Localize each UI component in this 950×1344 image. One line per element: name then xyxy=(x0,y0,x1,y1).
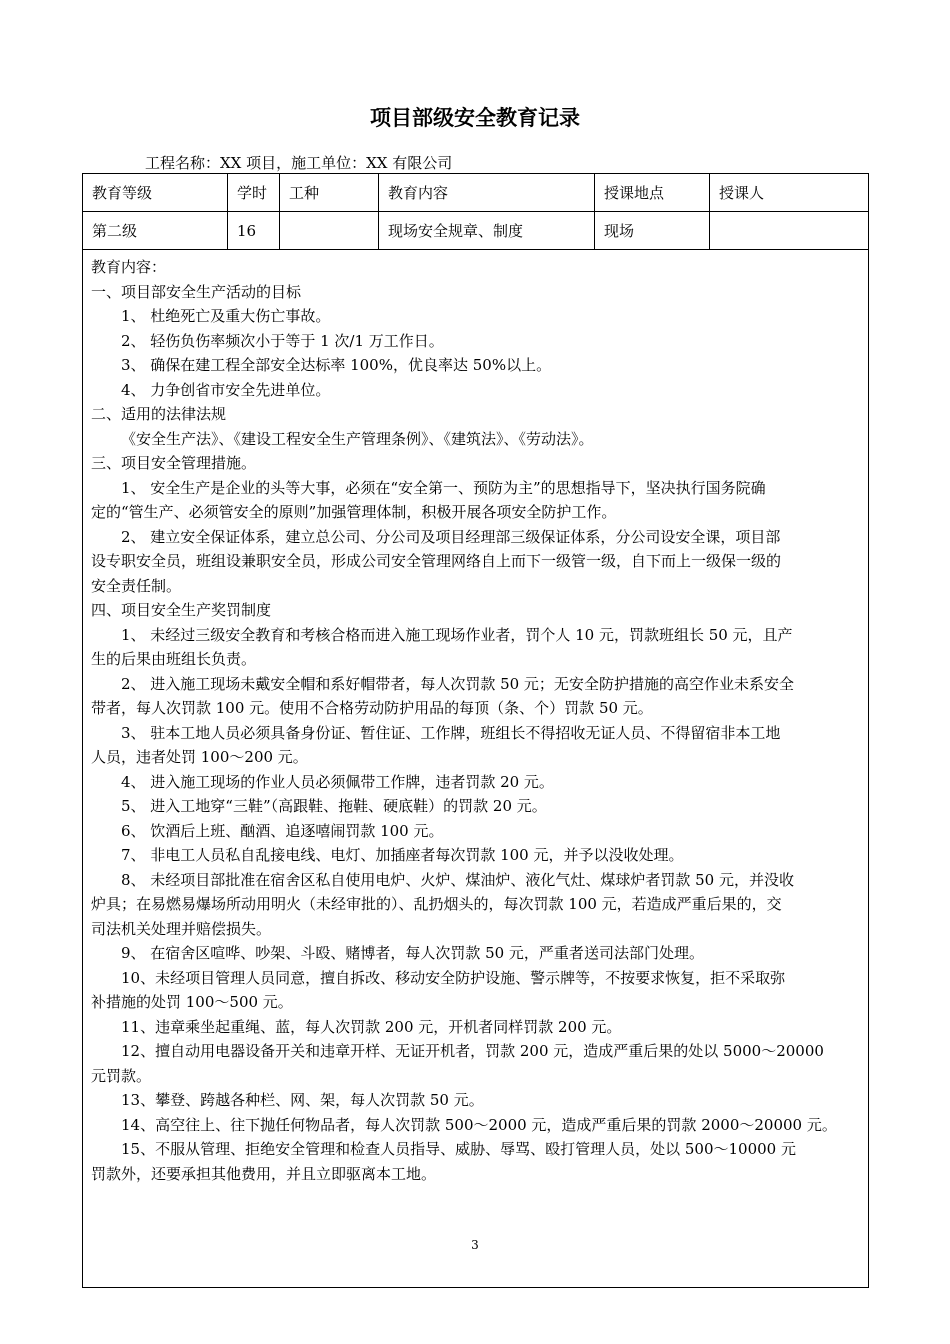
content-line: 11、违章乘坐起重绳、蓝，每人次罚款 200 元，开机者同样罚款 200 元。 xyxy=(121,1017,622,1036)
document-title: 项目部级安全教育记录 xyxy=(370,106,580,130)
header-row xyxy=(83,174,869,212)
content-line: 一、项目部安全生产活动的目标 xyxy=(91,282,302,301)
content-line: 5、 进入工地穿“三鞋”（高跟鞋、拖鞋、硬底鞋）的罚款 20 元。 xyxy=(121,797,547,815)
content-line: 元罚款。 xyxy=(91,1066,152,1085)
content-line: 二、适用的法律法规 xyxy=(91,405,227,423)
content-line: 3、 确保在建工程全部安全达标率 100%，优良率达 50%以上。 xyxy=(121,356,552,374)
content-row xyxy=(83,250,869,1288)
content-line: 罚款外，还要承担其他费用，并且立即驱离本工地。 xyxy=(91,1164,437,1183)
content-line: 2、 建立安全保证体系，建立总公司、分公司及项目经理部三级保证体系，分公司设安全课，项目部 xyxy=(121,527,781,546)
cell-location: 现场 xyxy=(595,212,710,250)
header-cell-trade: 工种 xyxy=(280,174,379,212)
cell-trade xyxy=(280,212,379,250)
data-row xyxy=(83,212,869,250)
content-line: 10、未经项目管理人员同意，擅自拆改、移动安全防护设施、警示牌等，不按要求恢复，拒不采取弥 xyxy=(121,968,786,987)
content-line: 设专职安全员，班组设兼职安全员，形成公司安全管理网络自上而下一级管一级，自下而上一级保一级的 xyxy=(91,552,782,570)
header-cell-content: 教育内容 xyxy=(379,174,595,212)
content-line: 1、 安全生产是企业的头等大事，必须在“安全第一、预防为主”的思想指导下，坚决执行国务院确 xyxy=(121,478,766,497)
cell-level: 第二级 xyxy=(83,212,228,250)
cell-hours: 16 xyxy=(228,212,280,250)
content-line: 1、 杜绝死亡及重大伤亡事故。 xyxy=(121,307,331,325)
content-cell xyxy=(83,250,869,1288)
content-line: 补措施的处罚 100～500 元。 xyxy=(91,993,293,1011)
content-line: 4、 进入施工现场的作业人员必须佩带工作牌，违者罚款 20 元。 xyxy=(121,772,554,791)
cell-content: 现场安全规章、制度 xyxy=(379,212,595,250)
content-line: 1、 未经过三级安全教育和考核合格而进入施工现场作业者，罚个人 10 元，罚款班组长 50 元，且产 xyxy=(121,625,793,644)
cell-instructor xyxy=(710,212,869,250)
content-line: 人员，违者处罚 100～200 元。 xyxy=(91,748,308,766)
content-line: 12、擅自动用电器设备开关和违章开样、无证开机者，罚款 200 元，造成严重后果的处以 5000～20000 xyxy=(121,1042,824,1060)
content-line: 8、 未经项目部批准在宿舍区私自使用电炉、火炉、煤油炉、液化气灶、煤球炉者罚款 50 元，并没收 xyxy=(121,870,794,889)
content-line: 四、项目安全生产奖罚制度 xyxy=(91,601,272,619)
content-line: 9、 在宿舍区喧哗、吵架、斗殴、赌博者，每人次罚款 50 元，严重者送司法部门处理。 xyxy=(121,944,704,962)
header-cell-level: 教育等级 xyxy=(83,174,228,212)
education-record-table xyxy=(82,173,869,1288)
content-line: 教育内容： xyxy=(91,258,167,276)
content-line: 7、 非电工人员私自乱接电线、电灯、加插座者每次罚款 100 元，并予以没收处理。 xyxy=(121,846,684,864)
content-line: 司法机关处理并赔偿损失。 xyxy=(91,919,272,938)
content-line: 定的“管生产、必须管安全的原则”加强管理体制，积极开展各项安全防护工作。 xyxy=(91,503,617,521)
content-line: 生的后果由班组长负责。 xyxy=(91,650,257,668)
content-line: 6、 饮酒后上班、酗酒、追逐嘻闹罚款 100 元。 xyxy=(121,821,444,840)
project-info: 工程名称：XX 项目，施工单位：XX 有限公司 xyxy=(145,154,453,172)
header-cell-location: 授课地点 xyxy=(595,174,710,212)
content-line: 13、攀登、跨越各种栏、网、架，每人次罚款 50 元。 xyxy=(121,1091,484,1109)
content-line: 14、高空往上、往下抛任何物品者，每人次罚款 500～2000 元，造成严重后果的罚款 2000～20000 元。 xyxy=(121,1115,837,1134)
content-line: 三、项目安全管理措施。 xyxy=(91,454,257,472)
content-line: 2、 轻伤负伤率频次小于等于 1 次/1 万工作日。 xyxy=(121,331,444,350)
content-line: 3、 驻本工地人员必须具备身份证、暂住证、工作牌，班组长不得招收无证人员、不得留宿非本工地 xyxy=(121,723,781,742)
page-number: 3 xyxy=(471,1238,479,1252)
header-cell-hours: 学时 xyxy=(228,174,280,212)
header-cell-instructor: 授课人 xyxy=(710,174,869,212)
content-line: 安全责任制。 xyxy=(91,576,182,595)
content-line: 炉具；在易燃易爆场所动用明火（未经审批的）、乱扔烟头的，每次罚款 100 元，若造成严重后果的，交 xyxy=(91,895,782,913)
content-line: 4、 力争创省市安全先进单位。 xyxy=(121,380,331,399)
content-line: 15、不服从管理、拒绝安全管理和检查人员指导、威胁、辱骂、殴打管理人员，处以 500～10000 元 xyxy=(121,1140,796,1158)
content-line: 2、 进入施工现场未戴安全帽和系好帽带者，每人次罚款 50 元；无安全防护措施的高空作业未系安全 xyxy=(121,674,794,693)
content-line: 带者，每人次罚款 100 元。使用不合格劳动防护用品的每顶（条、个）罚款 50 元。 xyxy=(91,699,653,717)
content-line: 《安全生产法》、《建设工程安全生产管理条例》、《建筑法》、《劳动法》。 xyxy=(121,429,594,448)
